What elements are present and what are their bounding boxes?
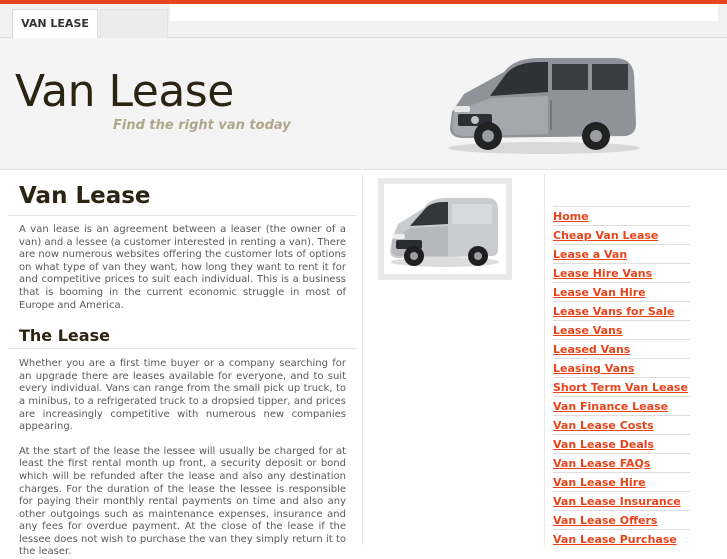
sidebar-nav-item bbox=[553, 282, 690, 301]
article-paragraph: Whether you are a first time buyer or a company searching for an upgrade there are leases available for everyone, and to suit every individual. Vans can range from the small pick up truck, to a minibus, to a refrigerated truck to a dropsied tipper, and prices are increasingly competitive with numerous new companies appearing. bbox=[19, 358, 346, 433]
article-heading: Van Lease bbox=[8, 175, 356, 216]
article-paragraph: At the start of the lease the lessee will usually be charged for at least the first rental month up front, a security deposit or bond which will be refunded after the lease and also any destination charges. For the duration of the lease the lessee is responsible for paying their monthly rental payments on time and also any other outgoings such as maintenance expenses, insurance and any fees for overdue payment. At the close of the lease if the lessee does not wish to purchase the van they simply return it to the leaser. bbox=[19, 445, 346, 558]
sidebar-nav-link[interactable]: Van Finance Lease bbox=[553, 400, 669, 413]
header-van-image bbox=[444, 50, 644, 158]
sidebar-nav-link[interactable]: Lease Van Hire bbox=[553, 286, 646, 299]
sidebar-nav-link[interactable]: Van Lease Purchase bbox=[553, 533, 677, 546]
tab-strip-fill bbox=[170, 4, 718, 21]
sidebar-nav-link[interactable]: Van Lease Insurance bbox=[553, 495, 681, 508]
sidebar-nav-link[interactable]: Lease Vans bbox=[553, 324, 623, 337]
sidebar-nav-item bbox=[553, 358, 690, 377]
sidebar-nav-item bbox=[553, 472, 690, 491]
sidebar-nav-item bbox=[553, 339, 690, 358]
sidebar-nav-link[interactable]: Leased Vans bbox=[553, 343, 631, 356]
sidebar-nav-link[interactable]: Lease Vans for Sale bbox=[553, 305, 675, 318]
main-content bbox=[8, 175, 356, 558]
sidebar-nav-item bbox=[553, 396, 690, 415]
sidebar-nav-link[interactable]: Van Lease FAQs bbox=[553, 457, 651, 470]
column-divider bbox=[362, 174, 363, 545]
sidebar-nav-item bbox=[553, 377, 690, 396]
tab-blank[interactable] bbox=[100, 9, 168, 38]
sidebar-nav bbox=[553, 206, 690, 548]
sidebar-nav-link[interactable]: Lease Hire Vans bbox=[553, 267, 653, 280]
sidebar-nav-item bbox=[553, 434, 690, 453]
sidebar-nav-item bbox=[553, 206, 690, 225]
site-title[interactable]: Van Lease bbox=[15, 66, 234, 117]
sidebar-nav-item bbox=[553, 263, 690, 282]
sidebar-nav-link[interactable]: Home bbox=[553, 210, 589, 223]
sidebar-nav-link[interactable]: Van Lease Costs bbox=[553, 419, 654, 432]
sidebar-nav-item bbox=[553, 244, 690, 263]
sidebar-nav-link[interactable]: Van Lease Hire bbox=[553, 476, 646, 489]
sidebar-nav-item bbox=[553, 491, 690, 510]
tab-van-lease[interactable]: VAN LEASE bbox=[12, 9, 98, 39]
sidebar-nav-link[interactable]: Leasing Vans bbox=[553, 362, 635, 375]
small-van-photo bbox=[378, 178, 512, 280]
small-van-image bbox=[384, 184, 506, 274]
sidebar-nav-link[interactable]: Lease a Van bbox=[553, 248, 628, 261]
sidebar-nav-item bbox=[553, 510, 690, 529]
sidebar-nav-item bbox=[553, 415, 690, 434]
sidebar-nav-link[interactable]: Van Lease Offers bbox=[553, 514, 658, 527]
sidebar-nav-item bbox=[553, 529, 690, 548]
sidebar-nav-link[interactable]: Van Lease Deals bbox=[553, 438, 655, 451]
site-header bbox=[0, 38, 727, 170]
section-heading-the-lease: The Lease bbox=[8, 312, 356, 349]
sidebar-nav-item bbox=[553, 453, 690, 472]
sidebar-nav-item bbox=[553, 320, 690, 339]
sidebar-nav-link[interactable]: Short Term Van Lease bbox=[553, 381, 688, 394]
site-tagline: Find the right van today bbox=[113, 118, 291, 133]
column-divider bbox=[544, 174, 545, 545]
article-intro: A van lease is an agreement between a leaser (the owner of a van) and a lessee (a customer interested in renting a van). There are now numerous websites offering the customer lots of options on what type of van they want, how long they want to rent it for and competitive prices to suit each individual. This is a business that is booming in the current economic struggle in most of Europe and America. bbox=[19, 224, 346, 311]
sidebar-nav-link[interactable]: Cheap Van Lease bbox=[553, 229, 659, 242]
sidebar-nav-item bbox=[553, 301, 690, 320]
sidebar-nav-item bbox=[553, 225, 690, 244]
